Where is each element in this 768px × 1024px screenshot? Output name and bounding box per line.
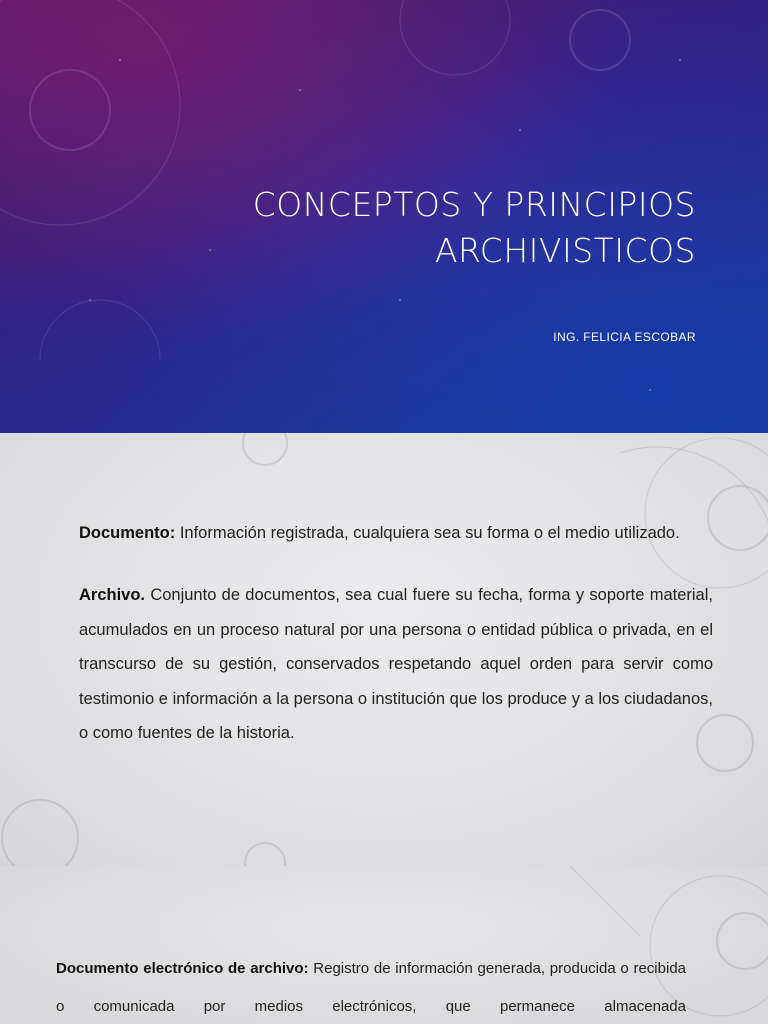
term-archivo: Archivo. bbox=[79, 586, 146, 604]
def-archivo: Conjunto de documentos, sea cual fuere su fecha, forma y soporte material, acumulados en un proceso natural por una persona o entidad pública o privada, en el transcurso de su gestión, conservados respetando aquel orden para servir como testimonio e información a la persona o institución que los produce y a los ciudadanos, o como fuentes de la historia. bbox=[79, 586, 713, 742]
def-documento: Información registrada, cualquiera sea su forma o el medio utilizado. bbox=[175, 524, 680, 542]
term-documento-electronico: Documento electrónico de archivo: bbox=[56, 960, 309, 977]
definition-documento bbox=[79, 516, 713, 551]
definitions-slide bbox=[0, 433, 768, 866]
def-documento-electronico: Registro de información generada, producida o recibida o comunicada por medios electrónicos, que permanece almacenada bbox=[56, 960, 687, 1015]
term-documento: Documento: bbox=[79, 524, 176, 542]
electronic-document-slide bbox=[0, 866, 768, 1024]
title-line-1: CONCEPTOS Y PRINCIPIOS bbox=[252, 185, 696, 224]
definition-archivo bbox=[79, 578, 713, 751]
title-line-2: ARCHIVISTICOS bbox=[434, 231, 696, 270]
title-slide bbox=[0, 0, 768, 433]
definition-documento-electronico bbox=[56, 950, 686, 1024]
presentation-title bbox=[136, 182, 696, 274]
author-subtitle: ING. FELICIA ESCOBAR bbox=[553, 330, 696, 344]
